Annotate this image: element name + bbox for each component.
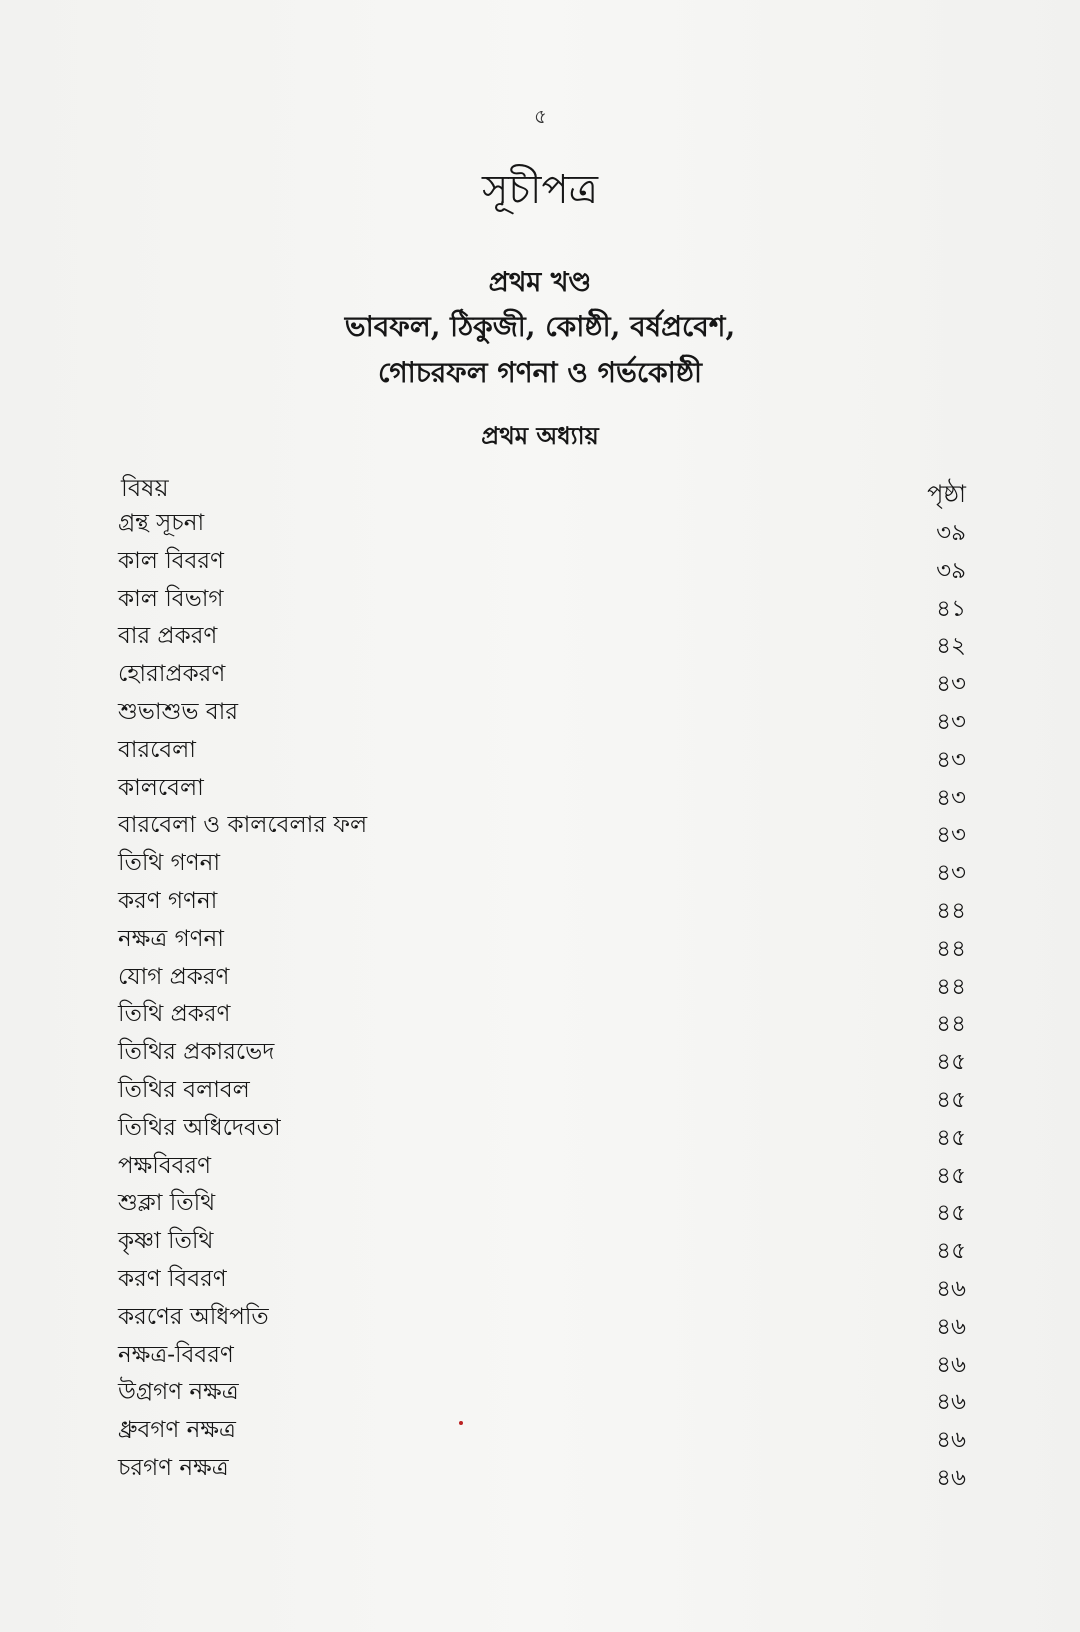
toc-entry <box>118 804 966 849</box>
toc-entry <box>118 918 966 962</box>
toc-entry-label: ধ্রুবগণ নক্ষত্র <box>118 1417 236 1444</box>
toc-entry-page: ৪৩ <box>936 746 966 773</box>
toc-entry-label: বার প্রকরণ <box>118 623 218 650</box>
toc-entry <box>118 502 966 546</box>
toc-entry-label: তিথির প্রকারভেদ <box>118 1039 275 1066</box>
toc-entry-label: তিথির অধিদেবতা <box>118 1114 281 1141</box>
toc-entry-page: ৪৫ <box>936 1162 966 1189</box>
toc-entry-label: শুভাশুভ বার <box>118 698 238 725</box>
toc-entry <box>118 1371 966 1416</box>
toc-entry <box>118 1182 966 1227</box>
column-header-page: পৃষ্ঠা <box>927 480 966 508</box>
toc-entry-page: ৪৩ <box>936 860 966 887</box>
toc-entry <box>118 653 966 698</box>
toc-entry-label: হোরাপ্রকরণ <box>118 661 226 688</box>
toc-entry-page: ৪৩ <box>936 784 966 811</box>
toc-entry-page: ৪৩ <box>936 671 966 698</box>
toc-entry-page: ৪৫ <box>936 1124 966 1151</box>
toc-entry-page: ৪৪ <box>936 973 966 1000</box>
part-subtitle-line-2: গোচরফল গণনা ও গর্ভকোষ্ঠী <box>377 356 703 389</box>
toc-entry <box>118 1296 966 1340</box>
toc-entry-page: ৩৯ <box>936 557 966 584</box>
toc-entry <box>118 1220 966 1265</box>
toc-entry <box>118 993 966 1038</box>
toc-entry <box>118 767 966 811</box>
toc-entry-page: ৪৫ <box>936 1049 966 1076</box>
toc-entry-label: উগ্রগণ নক্ষত্র <box>118 1379 239 1406</box>
page-number-mark: ৫ <box>534 104 547 128</box>
toc-entry-label: কাল বিবরণ <box>118 547 224 574</box>
toc-entry-label: নক্ষত্র গণনা <box>118 925 224 952</box>
toc-entry <box>118 880 966 924</box>
toc-entry-page: ৪২ <box>936 633 966 660</box>
toc-entry-page: ৪৬ <box>936 1427 966 1454</box>
page-title: সূচীপত্র <box>482 167 598 213</box>
toc-entry-label: পক্ষবিবরণ <box>118 1152 211 1179</box>
toc-entry-label: বারবেলা ও কালবেলার ফল <box>118 812 368 839</box>
toc-entry <box>118 578 966 622</box>
toc-entry <box>118 1409 966 1454</box>
toc-entry <box>118 1145 966 1189</box>
toc-entry-page: ৪৬ <box>936 1464 966 1491</box>
toc-entry <box>118 1031 966 1076</box>
toc-entry-page: ৪১ <box>936 595 966 622</box>
toc-entry-page: ৪৪ <box>936 897 966 924</box>
toc-entry-page: ৪৬ <box>936 1351 966 1378</box>
toc-entry-label: করণ বিবরণ <box>118 1265 227 1292</box>
toc-entry <box>118 615 966 660</box>
toc-entry-label: গ্রন্থ সূচনা <box>118 510 205 536</box>
toc-entry-page: ৪৬ <box>936 1313 966 1340</box>
part-subtitle <box>0 304 1080 396</box>
table-of-contents <box>118 502 966 1491</box>
toc-entry-label: কাল বিভাগ <box>118 585 224 612</box>
column-header-subject: বিষয় <box>121 474 169 502</box>
toc-entry-label: নক্ষত্র-বিবরণ <box>118 1341 234 1368</box>
toc-entry-page: ৪৫ <box>936 1200 966 1227</box>
toc-entry-label: তিথি প্রকরণ <box>118 1001 231 1028</box>
toc-entry <box>118 842 966 887</box>
toc-entry-label: শুক্লা তিথি <box>118 1190 216 1217</box>
toc-entry-label: তিথির বলাবল <box>118 1076 250 1103</box>
toc-entry-label: কালবেলা <box>118 774 204 801</box>
toc-entry-page: ৪৬ <box>936 1389 966 1416</box>
toc-entry-page: ৪৫ <box>936 1086 966 1113</box>
toc-entry <box>118 1447 966 1491</box>
toc-entry <box>118 1334 966 1378</box>
toc-entry-page: ৩৯ <box>936 520 966 546</box>
toc-entry <box>118 1107 966 1151</box>
toc-entry-label: করণ গণনা <box>118 887 218 914</box>
toc-entry-label: করণের অধিপতি <box>118 1303 269 1330</box>
toc-entry <box>118 1069 966 1113</box>
toc-entry <box>118 956 966 1000</box>
part-title: প্রথম খণ্ড <box>488 267 592 298</box>
toc-entry-page: ৪৬ <box>936 1275 966 1302</box>
toc-entry <box>118 729 966 773</box>
toc-entry-label: তিথি গণনা <box>118 850 221 877</box>
toc-entry-label: চরগণ নক্ষত্র <box>118 1454 229 1481</box>
toc-entry-page: ৪৪ <box>936 1011 966 1038</box>
toc-entry-label: যোগ প্রকরণ <box>118 963 230 990</box>
chapter-title: প্রথম অধ্যায় <box>481 421 599 450</box>
toc-entry-label: বারবেলা <box>118 736 196 763</box>
paper-speck <box>459 1421 463 1425</box>
part-subtitle-line-1: ভাবফল, ঠিকুজী, কোষ্ঠী, বর্ষপ্রবেশ, <box>344 310 736 343</box>
toc-entry <box>118 691 966 735</box>
toc-entry-page: ৪৩ <box>936 822 966 849</box>
toc-entry-page: ৪৩ <box>936 708 966 735</box>
toc-entry <box>118 1258 966 1302</box>
toc-entry-page: ৪৪ <box>936 935 966 962</box>
toc-entry-page: ৪৫ <box>936 1238 966 1265</box>
toc-entry-label: কৃষ্ণা তিথি <box>118 1228 214 1255</box>
toc-entry <box>118 540 966 584</box>
